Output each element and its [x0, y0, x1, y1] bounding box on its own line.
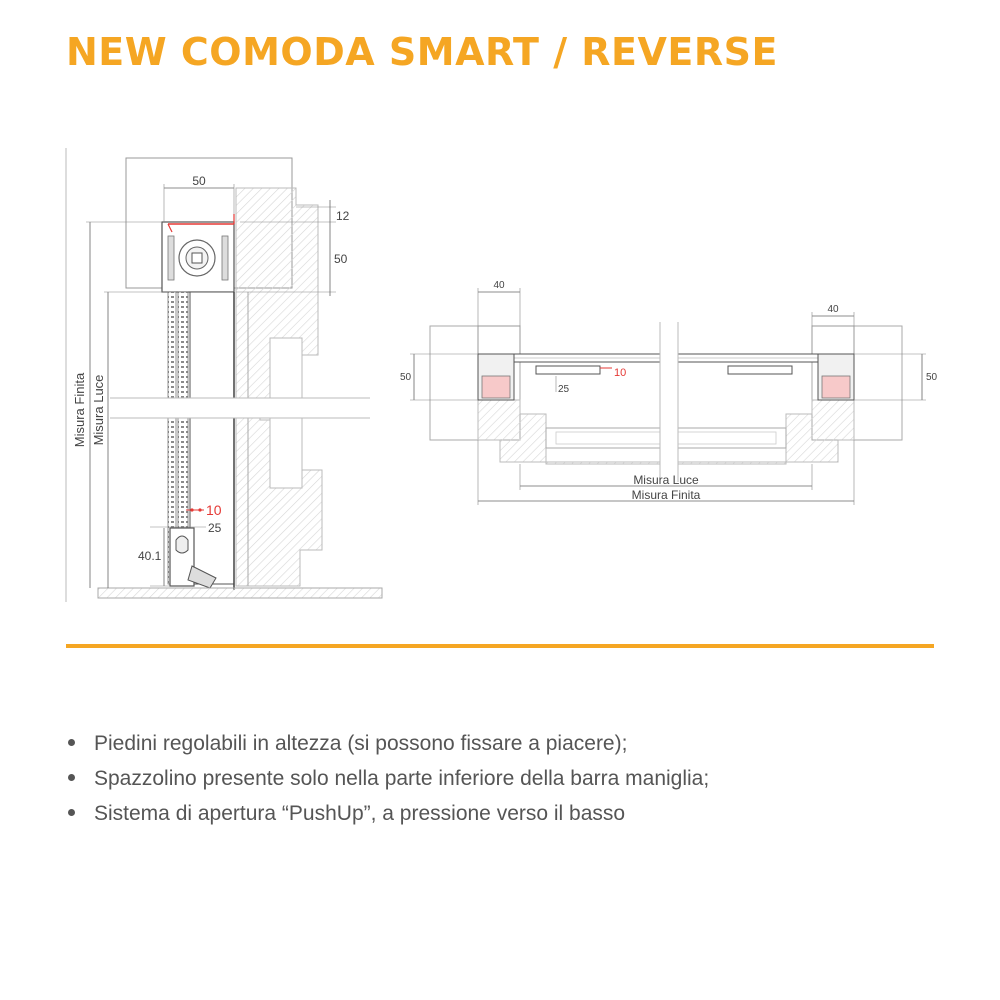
misura-finita-vertical-label: Misura Finita [72, 372, 87, 448]
features-list [66, 726, 946, 831]
plan-section-drawing [400, 280, 938, 505]
feature-text: Piedini regolabili in altezza (si possono fissare a piacere); [94, 732, 628, 755]
plan-dim-50-right-label: 50 [926, 372, 938, 383]
plan-dim-50-left-label: 50 [400, 372, 412, 383]
page-title: NEW COMODA SMART / REVERSE [66, 30, 778, 74]
feature-text: Sistema di apertura “PushUp”, a pressione verso il basso [94, 802, 626, 825]
dim-50-right-label: 50 [334, 252, 348, 266]
dim-12-label: 12 [336, 209, 350, 223]
dim-25-label: 25 [208, 521, 222, 535]
bullet-icon [68, 809, 75, 816]
dim-40-1-label: 40.1 [138, 549, 162, 563]
feature-item [66, 796, 946, 831]
feature-item [66, 761, 946, 796]
plan-dim-40-right-label: 40 [827, 304, 839, 315]
plan-misura-finita-label: Misura Finita [631, 488, 701, 502]
misura-luce-vertical-label: Misura Luce [91, 374, 106, 446]
bullet-icon [68, 774, 75, 781]
side-section-drawing [66, 148, 382, 602]
orange-divider [66, 644, 934, 648]
feature-item [66, 726, 946, 761]
plan-misura-luce-label: Misura Luce [633, 473, 699, 487]
plan-dim-10-label: 10 [614, 367, 627, 379]
plan-dim-40-left-label: 40 [493, 280, 505, 291]
plan-dim-25-label: 25 [558, 384, 570, 395]
feature-text: Spazzolino presente solo nella parte inferiore della barra maniglia; [94, 767, 710, 790]
bullet-icon [68, 739, 75, 746]
dim-10-label: 10 [206, 502, 222, 518]
dim-50-top-label: 50 [192, 174, 206, 188]
